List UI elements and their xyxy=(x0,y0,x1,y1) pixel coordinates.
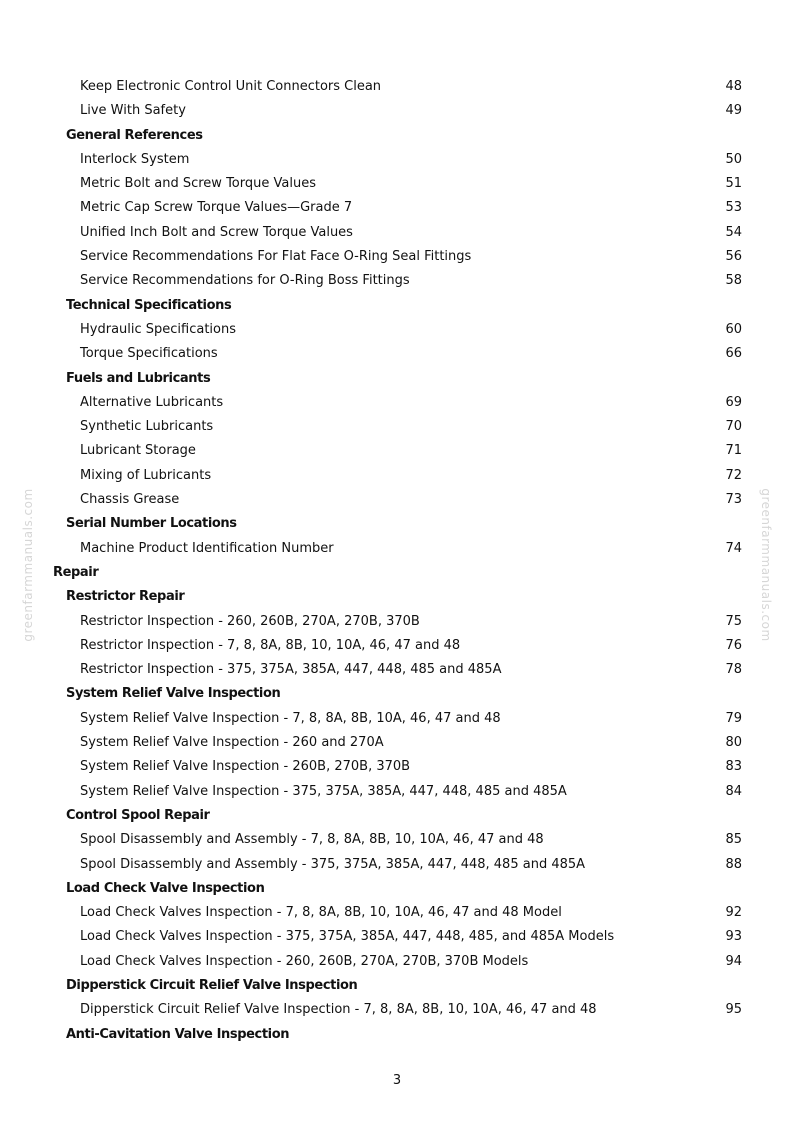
toc-entry[interactable] xyxy=(0,998,794,1022)
toc-entry-page: 74 xyxy=(725,540,742,556)
toc-entry-title: Chassis Grease xyxy=(80,492,180,508)
toc-section-heading xyxy=(0,1023,794,1047)
toc-entry-page: 75 xyxy=(725,613,742,629)
toc-section-heading xyxy=(0,585,794,609)
toc-entry-title: Load Check Valves Inspection - 260, 260B, 270A, 270B, 370B Models xyxy=(80,953,529,969)
toc-section-heading xyxy=(0,367,794,391)
toc-entry-title: System Relief Valve Inspection - 260 and 270A xyxy=(80,735,384,751)
toc-entry-title: Service Recommendations for O-Ring Boss Fittings xyxy=(80,273,410,289)
toc-entry-page: 70 xyxy=(725,419,742,435)
toc-entry[interactable] xyxy=(0,755,794,779)
table-of-contents xyxy=(0,75,794,1047)
toc-entry-title: Machine Product Identification Number xyxy=(80,540,334,556)
toc-entry-page: 83 xyxy=(725,759,742,775)
toc-section-heading xyxy=(0,294,794,318)
toc-entry[interactable] xyxy=(0,488,794,512)
toc-entry-page: 78 xyxy=(725,662,742,678)
toc-entry-title: System Relief Valve Inspection xyxy=(66,686,281,702)
toc-entry-page: 53 xyxy=(725,200,742,216)
toc-entry-title: Spool Disassembly and Assembly - 375, 375A, 385A, 447, 448, 485 and 485A xyxy=(80,856,586,872)
toc-section-heading xyxy=(0,124,794,148)
toc-entry[interactable] xyxy=(0,634,794,658)
toc-entry-page: 95 xyxy=(725,1002,742,1018)
toc-entry[interactable] xyxy=(0,658,794,682)
toc-entry-title: Fuels and Lubricants xyxy=(66,370,211,386)
toc-entry[interactable] xyxy=(0,464,794,488)
toc-entry-page: 66 xyxy=(725,346,742,362)
toc-entry-title: Technical Specifications xyxy=(66,297,232,313)
toc-entry[interactable] xyxy=(0,391,794,415)
toc-entry-title: Metric Cap Screw Torque Values—Grade 7 xyxy=(80,200,353,216)
toc-entry-title: Unified Inch Bolt and Screw Torque Values xyxy=(80,224,353,240)
toc-entry-title: Restrictor Inspection - 7, 8, 8A, 8B, 10, 10A, 46, 47 and 48 xyxy=(80,637,461,653)
toc-entry-page: 88 xyxy=(725,856,742,872)
toc-chapter-heading xyxy=(0,561,794,585)
toc-entry-title: System Relief Valve Inspection - 375, 375A, 385A, 447, 448, 485 and 485A xyxy=(80,783,567,799)
toc-section-heading xyxy=(0,512,794,536)
toc-entry-title: Metric Bolt and Screw Torque Values xyxy=(80,176,316,192)
toc-entry-title: Serial Number Locations xyxy=(66,516,237,532)
toc-entry-title: Synthetic Lubricants xyxy=(80,419,214,435)
toc-entry-page: 94 xyxy=(725,953,742,969)
toc-entry-title: System Relief Valve Inspection - 7, 8, 8A, 8B, 10A, 46, 47 and 48 xyxy=(80,710,501,726)
toc-entry[interactable] xyxy=(0,245,794,269)
toc-entry[interactable] xyxy=(0,415,794,439)
toc-entry-title: Alternative Lubricants xyxy=(80,394,224,410)
toc-entry[interactable] xyxy=(0,439,794,463)
toc-entry-title: Service Recommendations For Flat Face O-Ring Seal Fittings xyxy=(80,249,472,265)
toc-entry[interactable] xyxy=(0,221,794,245)
toc-entry-title: Restrictor Repair xyxy=(66,589,185,605)
toc-entry-title: Load Check Valve Inspection xyxy=(66,880,265,896)
toc-entry-title: System Relief Valve Inspection - 260B, 270B, 370B xyxy=(80,759,411,775)
toc-entry-title: Dipperstick Circuit Relief Valve Inspection xyxy=(66,977,358,993)
toc-entry[interactable] xyxy=(0,196,794,220)
toc-entry[interactable] xyxy=(0,610,794,634)
toc-entry-title: Repair xyxy=(53,564,99,580)
toc-entry-title: Mixing of Lubricants xyxy=(80,467,212,483)
toc-entry-title: Load Check Valves Inspection - 7, 8, 8A, 8B, 10, 10A, 46, 47 and 48 Model xyxy=(80,905,562,921)
toc-entry[interactable] xyxy=(0,853,794,877)
toc-entry-title: Torque Specifications xyxy=(80,346,218,362)
toc-entry[interactable] xyxy=(0,318,794,342)
toc-entry-title: Keep Electronic Control Unit Connectors Clean xyxy=(80,79,382,94)
toc-entry-title: Live With Safety xyxy=(80,103,186,119)
page-number: 3 xyxy=(392,1073,402,1088)
toc-entry-title: Dipperstick Circuit Relief Valve Inspection - 7, 8, 8A, 8B, 10, 10A, 46, 47 and 48 xyxy=(80,1002,597,1018)
watermark-left: greenfarmmanuals.com xyxy=(21,488,35,642)
toc-entry-page: 49 xyxy=(725,103,742,119)
toc-entry-page: 93 xyxy=(725,929,742,945)
toc-entry-title: Restrictor Inspection - 260, 260B, 270A, 270B, 370B xyxy=(80,613,420,629)
toc-entry-page: 51 xyxy=(725,176,742,192)
toc-entry-page: 54 xyxy=(725,224,742,240)
toc-entry-page: 80 xyxy=(725,735,742,751)
toc-entry[interactable] xyxy=(0,731,794,755)
toc-entry[interactable] xyxy=(0,342,794,366)
toc-entry-page: 72 xyxy=(725,467,742,483)
toc-entry[interactable] xyxy=(0,901,794,925)
toc-entry-title: Lubricant Storage xyxy=(80,443,196,459)
toc-entry-title: Spool Disassembly and Assembly - 7, 8, 8A, 8B, 10, 10A, 46, 47 and 48 xyxy=(80,832,544,848)
toc-entry-page: 69 xyxy=(725,394,742,410)
toc-entry-title: Load Check Valves Inspection - 375, 375A, 385A, 447, 448, 485, and 485A Models xyxy=(80,929,615,945)
toc-entry-title: Restrictor Inspection - 375, 375A, 385A, 447, 448, 485 and 485A xyxy=(80,662,502,678)
toc-section-heading xyxy=(0,974,794,998)
toc-entry-page: 73 xyxy=(725,492,742,508)
toc-entry-page: 56 xyxy=(725,249,742,265)
toc-entry[interactable] xyxy=(0,148,794,172)
toc-section-heading xyxy=(0,804,794,828)
toc-entry[interactable] xyxy=(0,707,794,731)
toc-entry-page: 84 xyxy=(725,783,742,799)
watermark-right: greenfarmmanuals.com xyxy=(759,488,773,642)
toc-entry-title: General References xyxy=(66,127,203,143)
toc-entry[interactable] xyxy=(0,537,794,561)
toc-entry[interactable] xyxy=(0,925,794,949)
toc-entry-title: Anti-Cavitation Valve Inspection xyxy=(66,1026,290,1042)
toc-entry[interactable] xyxy=(0,780,794,804)
toc-entry-page: 58 xyxy=(725,273,742,289)
toc-entry-page: 50 xyxy=(725,151,742,167)
toc-entry-title: Control Spool Repair xyxy=(66,807,210,823)
toc-entry[interactable] xyxy=(0,269,794,293)
toc-entry-page: 76 xyxy=(725,637,742,653)
toc-entry-page: 60 xyxy=(725,321,742,337)
toc-entry[interactable] xyxy=(0,75,794,99)
toc-entry-page: 48 xyxy=(725,79,742,94)
toc-entry[interactable] xyxy=(0,828,794,852)
toc-entry[interactable] xyxy=(0,99,794,123)
toc-entry-page: 92 xyxy=(725,905,742,921)
toc-entry-page: 79 xyxy=(725,710,742,726)
toc-entry[interactable] xyxy=(0,950,794,974)
toc-entry-title: Interlock System xyxy=(80,151,190,167)
toc-entry-page: 85 xyxy=(725,832,742,848)
toc-section-heading xyxy=(0,682,794,706)
toc-section-heading xyxy=(0,877,794,901)
toc-entry-title: Hydraulic Specifications xyxy=(80,321,237,337)
toc-entry[interactable] xyxy=(0,172,794,196)
toc-entry-page: 71 xyxy=(725,443,742,459)
